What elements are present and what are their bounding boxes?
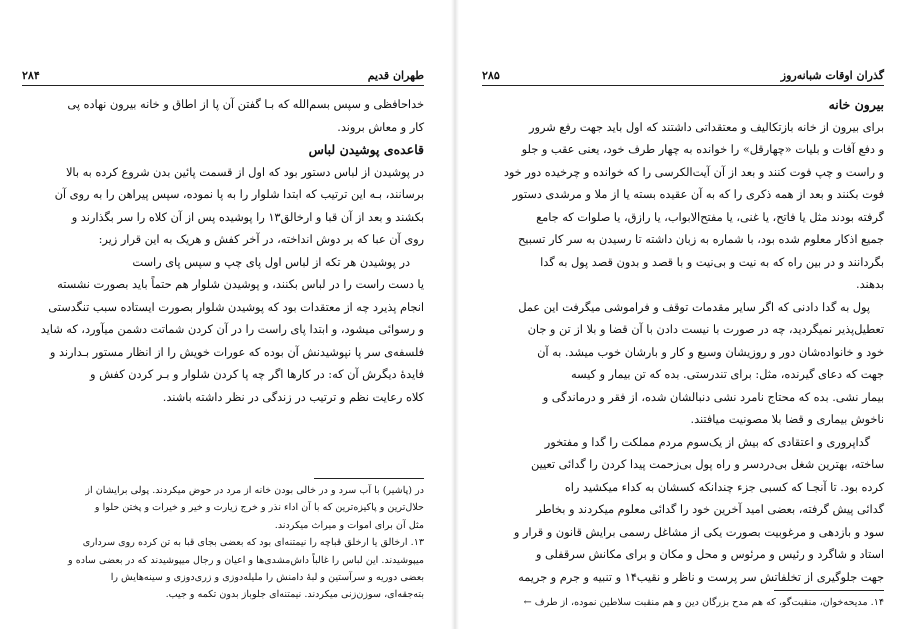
footnote-line: ۱۴. مدیحه‌خوان، منقبت‌گو، که هم مدح بزرگان دین و هم منقبت سلاطین نموده، از طرف ← (523, 597, 884, 608)
text-line: گدائی پیش گرفته، بعضی امید آخرین خود را گدائی معلوم میکردند و بخاطر (536, 503, 884, 516)
text-line: خداحافظی و سپس بسم‌الله که بـا گفتن آن پا از اطاق و خانه بیرون نهاده پی (67, 98, 424, 111)
running-head-title: گذران اوقات شبانه‌روز (780, 69, 884, 82)
section-heading: قاعده‌ی پوشیدن لباس (308, 142, 424, 157)
left-page-header (22, 67, 424, 86)
footnote-line: بعضی دوریه و سرآستین و لبهٔ دامنش را ملیله‌دوزی و زری‌دوزی و سینه‌هایش را (110, 572, 424, 584)
text-line: فلسفه‌ی سر پا نپوشیدنش آن بوده که عورات خویش را از انظار مستور بـدارند و (49, 345, 424, 359)
text-line: انجام پذیرد چه از معتقدات بود که پوشیدن شلوار بصورت ایستاده سبب تنگدستی (48, 300, 424, 314)
text-line: روی آن عبا که بر دوش انداخته، در آخر کفش و هریک به این قرار زیر: (98, 233, 424, 246)
running-head-title: طهران قدیم (367, 69, 424, 82)
text-line: فوت بکنند و بعد از همه ذکری را که به آن عقیده بسته یا از ملا و مرشدی دستور (512, 188, 884, 201)
text-line: ساخته، بهترین شغل بی‌دردسر و راه پول بی‌زحمت پیدا کردن را گدائی تعیین (530, 458, 884, 471)
text-line: کرده بود. تا آنجـا که کسبی جزء چندانکه کسشان به کداء میکشید راه (564, 480, 884, 494)
text-line: خود و خانواده‌شان دور و روزیشان وسیع و کار و بارشان خوب میشد. به آن (537, 345, 884, 359)
text-line: جهت جلوگیری از تخلفاتش سر پرست و ناظر و نقیب۱۴ و تنبیه و جرم و جریمه (518, 570, 884, 584)
book-gutter (451, 0, 459, 629)
footnote-rule (774, 590, 884, 591)
text-line: برسانند، بـه این ترتیب که ابتدا شلوار را به پا نموده، سپس پیراهن را به روی آن (54, 188, 424, 201)
footnote-rule (314, 478, 424, 479)
text-line: یا دست راست را در لباس بکنند، و پوشیدن شلوار هم حتماً باید بصورت نشسته (57, 278, 424, 291)
text-line: پول به گدا دادنی که اگر سایر مقدمات توقف و فراموشی میگرفت این عمل (518, 300, 870, 314)
text-line: تعطیل‌پذیر نمیگردید، چه در صورت با نیست دادن با آن قضا و بلا از تن و جان (527, 323, 884, 336)
text-line: بیمار نشی. بده که محتاج نامرد نشی دنبالشان شده، از فقر و درماندگی و (542, 390, 884, 404)
right-body-text (482, 94, 884, 589)
left-page (22, 0, 424, 629)
left-body-text (22, 94, 424, 409)
footnote-line: ۱۳. ارخالق یا ارخلق قباچه را نیمتنه‌ای بود که بعضی بجای قبا به تن کرده روی سرداری (82, 537, 424, 549)
text-line: ناخوش بیماری و قضا بلا مصونیت میافتند. (690, 413, 884, 426)
right-footnotes (482, 594, 884, 611)
text-line: و رسوائی میشود، و ابتدا پای راست را در آن کردن شماتت دشمن میآورد، که شاید (40, 323, 424, 336)
text-line: جهت که دعای گیرنده، مثل: برای تندرستی. بده که تن بیمار و کیسه (570, 368, 884, 381)
text-line: کلاه رعایت نظم و ترتیب در زندگی در نظر داشته باشند. (162, 390, 424, 404)
text-line: برای بیرون از خانه بازتکالیف و معتقداتی داشتند که اول باید جهت رفع شرور (529, 120, 884, 134)
page-number: ۲۸۴ (22, 69, 40, 82)
text-line: گرفته بودند مثل یا فاتح، یا غنی، یا مفتح‌الابواب، یا رازق، یا صلوات که جامع (536, 210, 884, 224)
text-line: بگردانند و در بین راه که به نیت و بی‌نیت و با قصد و بدون قصد پول به گدا (540, 255, 884, 269)
text-line: سود و بازدهی و مرغوبیت بصورت یکی از مشاغل رسمی برایش قانون و قرار و (513, 525, 884, 539)
text-line: بدهند. (856, 278, 884, 291)
left-footnotes (22, 482, 424, 604)
text-line: جمیع اذکار معلوم شده بود، با شماره به زبان داشته تا رسیدن به سر کار تسبیح (518, 233, 884, 246)
footnote-line: بته‌جقه‌ای، سوزن‌زنی میکردند. نیمتنه‌ای جلوباز بدون تکمه و جیب. (165, 589, 424, 601)
text-line: و دفع آفات و بلیات «چهارقل» را خوانده به چهار طرف خود، یعنی عقب و جلو (521, 143, 884, 156)
text-line: در پوشیدن هر تکه از لباس اول پای چپ و سپس پای راست (132, 255, 410, 269)
right-page-header (482, 67, 884, 86)
text-line: استاد و شاگرد و رئیس و مرئوس و محل و مکان و برای مکانش سرقفلی و (535, 548, 884, 561)
text-line: بکشند و بعد از آن قبا و ارخالق۱۳ را پوشیده پس از آن کلاه را سر بگذارند و (71, 210, 424, 224)
right-page (482, 0, 884, 629)
text-line: کار و معاش بروند. (337, 120, 424, 134)
footnote-line: در (پاشیر) با آب سرد و در خالی بودن خانه از مرد در حوض میکردند. پولی برایشان از (85, 485, 424, 496)
section-heading: بیرون خانه (828, 97, 884, 112)
footnote-line: میپوشیدند. این لباس را غالباً داش‌مشدی‌ها و اعیان و رجال میپوشیدند که در بعضی ساده و (68, 554, 424, 566)
page-number: ۲۸۵ (482, 69, 500, 82)
footnote-line: مثل آن برای اموات و میراث میکردند. (274, 519, 424, 531)
text-line: گداپروری و اعتقادی که بیش از یک‌سوم مردم مملکت را گدا و مفتخور (544, 435, 870, 449)
text-line: فایدهٔ دیگرش آن که: در کارها اگر چه پا کردن شلوار و بـر کردن کفش و (90, 368, 424, 381)
footnote-line: حلال‌ترین و پاکیزه‌ترین که با آن اداء نذر و خرج زیارت و خیر و خیرات و پختن حلوا و (94, 502, 424, 514)
text-line: در پوشیدن از لباس دستور بود که اول از قسمت پائین بدن شروع کرده به بالا (65, 165, 424, 179)
text-line: و راست و چپ فوت کنند و بعد از آن آیت‌الکرسی را که خوانده و چرخیده دور خود (503, 165, 884, 179)
